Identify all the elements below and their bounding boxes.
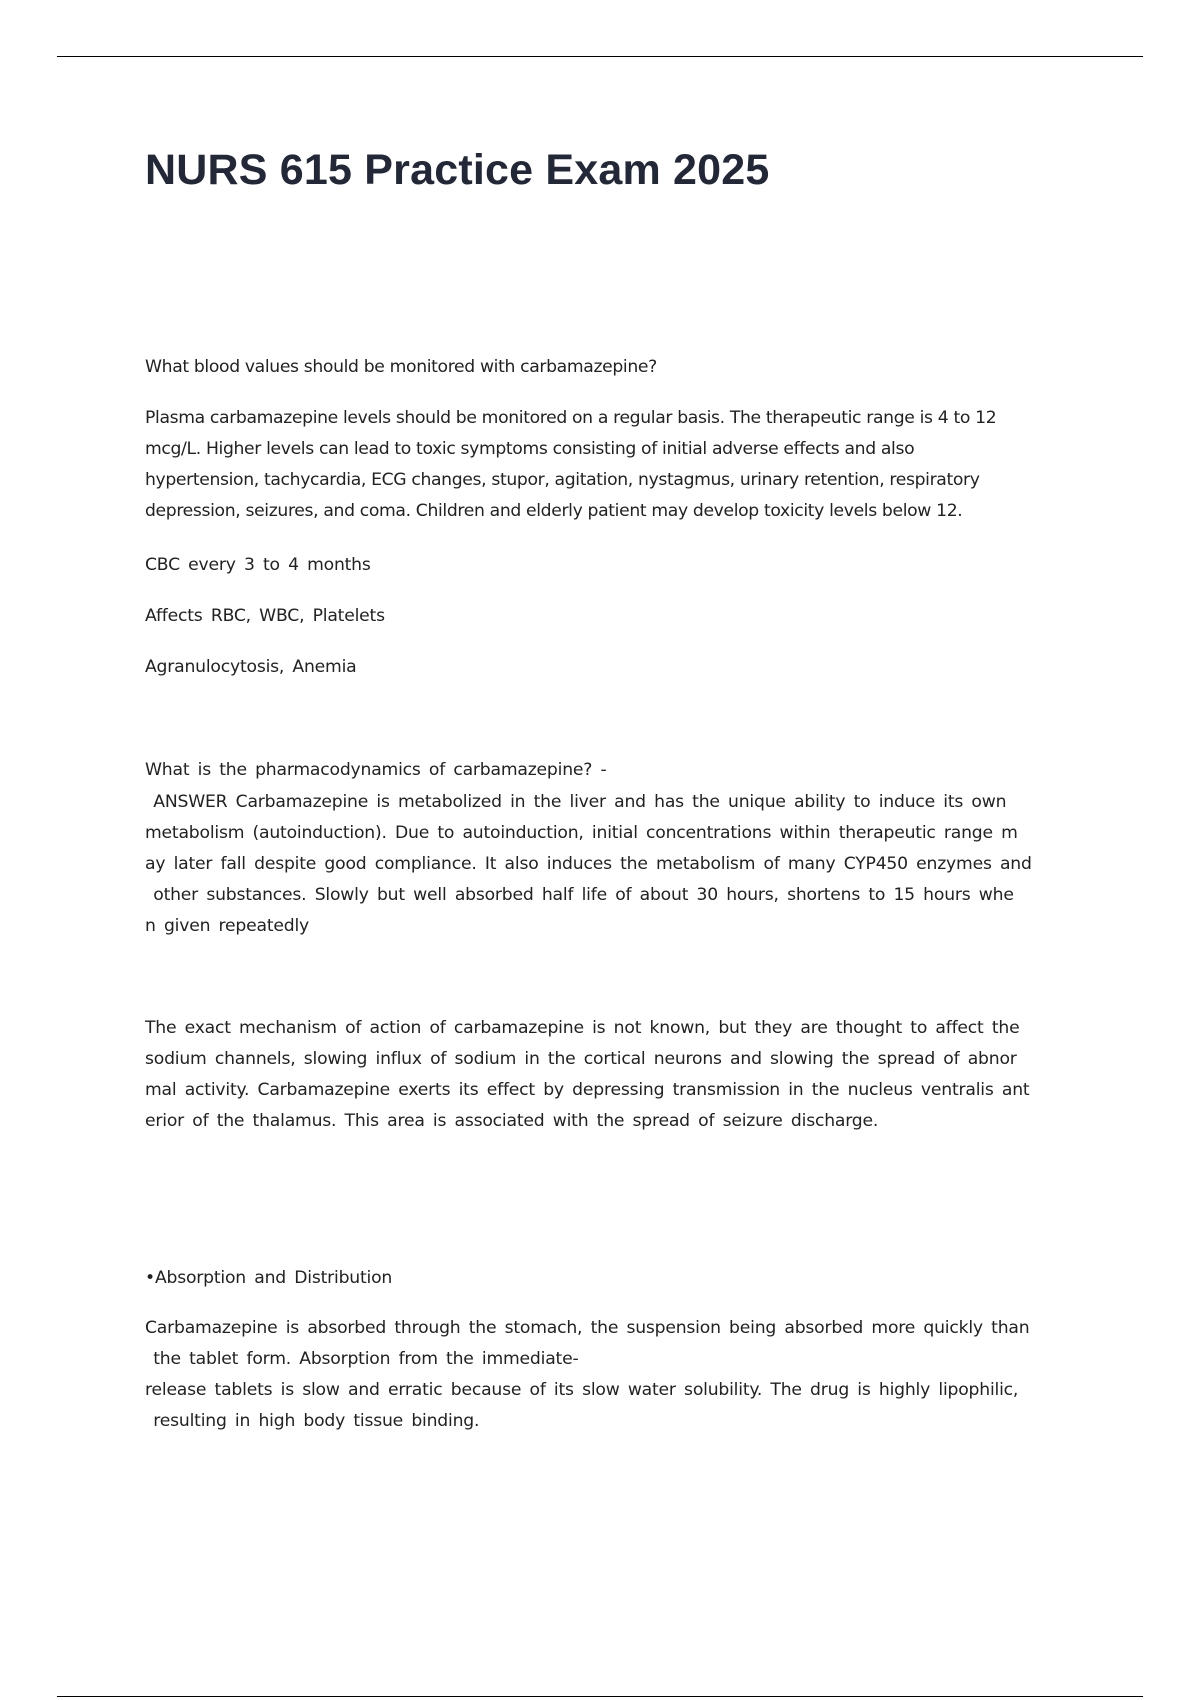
answer-2-paragraph — [145, 787, 1032, 942]
answer-1-line: Plasma carbamazepine levels should be monitored on a regular basis. The therapeutic range is 4 to 12 — [145, 408, 997, 428]
note-affects: Affects RBC, WBC, Platelets — [145, 606, 385, 626]
question-2: What is the pharmacodynamics of carbamazepine? - — [145, 760, 607, 780]
mechanism-line: sodium channels, slowing influx of sodium in the cortical neurons and slowing the spread of abnor — [145, 1049, 1017, 1069]
page-title: NURS 615 Practice Exam 2025 — [145, 146, 770, 194]
top-rule — [57, 56, 1143, 57]
answer-1-paragraph — [145, 403, 996, 527]
absorption-line: release tablets is slow and erratic because of its slow water solubility. The drug is highly lipophilic, — [145, 1380, 1019, 1400]
mechanism-paragraph — [145, 1013, 1029, 1137]
absorption-line: resulting in high body tissue binding. — [145, 1411, 480, 1431]
mechanism-line: erior of the thalamus. This area is associated with the spread of seizure discharge. — [145, 1111, 879, 1131]
note-cbc: CBC every 3 to 4 months — [145, 555, 371, 575]
answer-1-line: mcg/L. Higher levels can lead to toxic symptoms consisting of initial adverse effects and also — [145, 439, 915, 459]
answer-2-line: metabolism (autoinduction). Due to autoinduction, initial concentrations within therapeutic range m — [145, 823, 1018, 843]
answer-1-line: hypertension, tachycardia, ECG changes, stupor, agitation, nystagmus, urinary retention, respiratory — [145, 470, 980, 490]
absorption-heading: •Absorption and Distribution — [145, 1268, 393, 1288]
answer-1-line: depression, seizures, and coma. Children and elderly patient may develop toxicity levels below 12. — [145, 501, 963, 521]
mechanism-line: The exact mechanism of action of carbamazepine is not known, but they are thought to affect the — [145, 1018, 1020, 1038]
note-agranulocytosis: Agranulocytosis, Anemia — [145, 657, 357, 677]
answer-2-line: other substances. Slowly but well absorbed half life of about 30 hours, shortens to 15 hours whe — [145, 885, 1014, 905]
question-1: What blood values should be monitored with carbamazepine? — [145, 357, 657, 377]
absorption-paragraph — [145, 1313, 1029, 1437]
bottom-rule — [57, 1696, 1143, 1697]
absorption-line: the tablet form. Absorption from the immediate- — [145, 1349, 579, 1369]
answer-2-line: ay later fall despite good compliance. It also induces the metabolism of many CYP450 enzymes and — [145, 854, 1032, 874]
absorption-line: Carbamazepine is absorbed through the stomach, the suspension being absorbed more quickly than — [145, 1318, 1030, 1338]
mechanism-line: mal activity. Carbamazepine exerts its effect by depressing transmission in the nucleus ventralis ant — [145, 1080, 1030, 1100]
answer-2-line: ANSWER Carbamazepine is metabolized in the liver and has the unique ability to induce its own — [145, 792, 1007, 812]
answer-2-line: n given repeatedly — [145, 916, 309, 936]
